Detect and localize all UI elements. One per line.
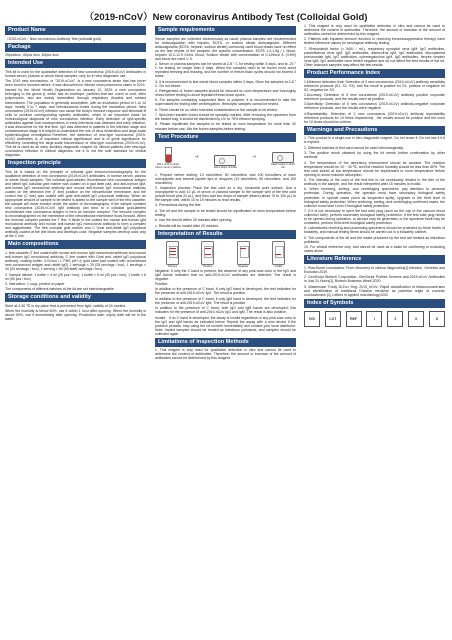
sample-requirements-paragraph: 5. For samples containing suspended fibrin or polymer, it is recommended to take the supernatant for testing after centrifugation. Hemolytic samples cannot be tested. (155, 98, 296, 107)
intended-use-paragraph: Named by the World Health Organization on January 12, 2020; a new coronavirus belonging to the genus β, which has an envelope, particles that are round or oval, often polymorphic, and are mainly transmitted through respiratory droplets and contact transmission. The population is generally susceptible, with an incubation period of 1 to 14 days, mostly 3 to 7 days, and infectiousness exists during the incubation period. New coronavirus (2019-nCoV) infection can cause the body's immune response and stimulate B cells to produce corresponding specific antibodies, which is an important basis for immunological diagnosis of new coronavirus infection. Early detection of IgM-specific antibodies against viral nucleoproteins in early infections was detected and early infection, it was discovered for the first time. IgG was detected in patients in the infection stage and convalescence stage.It is helpful to understand the role of virus elimination and large-scale epidemiological investigation.Therefore, the detection of new-type coronavirus (2019-nCoV) antibodies is of important clinical significance and is of great significance for effectively controlling the large-scale transmission of new-type coronavirus (2019-nCoV). This kit is used as an early auxiliary diagnostic reagent for clinical patients with new-type coronavirus infection in clinical diagnosis, but it is not the sole standard for clinical diagnosis. (5, 88, 146, 158)
limitations-continued-paragraph: 1. This reagent is only used for qualitative detection in vitro and cannot be used to determine the content of antibodies. Therefore, the amount or increase of the amount of antibodies cannot be determined by this reagent. (304, 24, 445, 37)
intended-use-paragraph: The 2019 new coronavirus, or "2019-nCoV", is a new coronavirus strain that has never been found in humans before. It was discovered in Wuhan virus pneumonia cases in 2019. (5, 78, 146, 88)
procedure-step-label: Add 1 drop of whole blood / serum / plasma (155, 162, 181, 169)
literature-paragraph: 2. GenScript Biotech Corporation, GenScript Profiles Screens anti-2019-nCoV Antibodies in Just 24 Hours[J]. Biotech Business Week,2020 (304, 275, 445, 284)
result-strip-label: Invalid (274, 264, 283, 268)
storage-paragraph: When the humidity is below 60%, use it within 1 hour after opening. When the humidity is above 60%, use it immediately after opening. Production date, expiry date will be in the label. (5, 309, 146, 322)
performance-paragraph: 4.Repeatability: Detection of 2 new coronavirus (2019-nCoV) antibody repeatability reference products for 10 times respectively , the results should be positive and the color for 10 times should be uniform. (304, 111, 445, 124)
components-heading: Main compositions (5, 240, 146, 249)
column-left (5, 24, 146, 323)
test-procedure-paragraph: 1. Prepare before testing: 10 microliters, 50 microliters, and 100 microliters of each micropipette and several pipette tips or droppers (10 microliters, 50 microliters, and 100 microliters). (155, 172, 296, 185)
single-use-symbol-icon: 2 (387, 311, 403, 327)
test-procedure-paragraph: c. Results will be invalid after 20 minutes. (155, 223, 219, 228)
test-procedure-heading: Test Procedure (155, 133, 296, 142)
principle-heading: Inspection principle (5, 159, 146, 168)
package-text: 25pcs/box ,40pcs /box ,50pcs /box (5, 53, 59, 58)
info-symbol-icon: i (366, 311, 382, 327)
product-name-heading: Product Name (5, 26, 146, 35)
package-heading: Package (5, 43, 146, 52)
sample-requirements-paragraph: 6. There should be no other microbial contamination in the sample to be tested. (155, 107, 278, 112)
components-paragraph: 1. test cassette (T line coated with mouse anti-human IgM monoclonal antibody and mouse anti-human IgG monoclonal antibody, C line coated with Goat anti- rabbit IgG polyclonal antibody, coating buffer: 0.01mol / L PBS pH7.4; gold label pad coated with recombinant new coronavirus antigen and rabbit IgG) 1 servings × 25 (25 servings / box), 1 servings × 40 (40 servings / box), 1 serving × 50 (50 staff) /servings / box). (5, 250, 146, 272)
interpretation-paragraph: Invalid：If no C band is developed, the assay is invalid regardless of any pink-rose color in the IgG and IgM bands as indicated below. Repeat the assay with a new device if the problem persists. stop using the lot number immediately and contact your local distributor. Note: Invalid samples should be treated as infectious pollutants, and samples should be collected again. (155, 315, 296, 336)
limitations-heading: Limitations of Inspection Methods (155, 338, 296, 347)
result-strip-label: Positive (168, 264, 178, 268)
test-strip-icon (166, 241, 179, 265)
ivd-symbol-icon: IVD (304, 311, 320, 327)
literature-paragraph: 1. Plan:Novel coronavirus: From discovery to clinical diagnostics[J].Infection, Genetics and Evolution,2019 (304, 265, 445, 274)
test-cassette-icon (272, 152, 294, 163)
expiry-symbol-icon: 8 (429, 311, 445, 327)
storage-heading: Storage conditions and validity (5, 293, 146, 302)
warnings-paragraph: 5. The intensity of the color of the test line is not necessarily related to the titer of the antibody in the sample, and the result interpreted after 15 minutes is invalid. (304, 178, 445, 187)
warnings-heading: Warnings and Precautions (304, 126, 445, 135)
page-title: （2019-nCoV）New coronavirus Antibody Test (Colloidal Gold) (84, 12, 368, 23)
warnings-paragraph: 1. This product is a single-use in vitro diagnostic reagent. Do not reuse it. Do not use it if it is expired. (304, 136, 445, 145)
limitations-continued-paragraph: 2. Patients with impaired immune function or receiving immunosuppressive therapy have limited reference values for serological antibody testing. (304, 37, 445, 46)
product-name-text: （2019-nCoV）New coronavirus Antibody Test (colloidal gold) (5, 36, 102, 41)
procedure-figure (155, 144, 296, 170)
intended-use-paragraph: This kit is used for the qualitative detection of new coronavirus (2019-nCoV) antibodies in human serum, plasma or whole blood samples ,only for in vitro diagnostic use. (5, 69, 146, 78)
intended-use-heading: Intended Use (5, 59, 146, 68)
warnings-paragraph: 2. Different batches of test card cannot be used interchangeably. (304, 145, 404, 150)
result-strip-igm-positive (201, 241, 214, 269)
symbols-row (304, 311, 445, 327)
sample-requirements-paragraph: 8. Please equilibrate the samples to be tested at room temperature for more than 30 minutes before use. Mix the frozen samples before testing. (155, 122, 296, 131)
components-paragraph: 3. Instruction: 1 copy, printed on paper (5, 281, 65, 286)
test-strip-icon (237, 241, 250, 265)
procedure-step-read (270, 152, 296, 170)
procedure-step-label: Add 2 drops of buffer (213, 165, 238, 169)
result-strips-figure (155, 241, 296, 267)
components-paragraph: The components of different batches of the kit are not interchangeable. (5, 287, 115, 292)
warnings-paragraph: 8. Laboratories receiving and processing specimens should be protected by three levels of biosafety, and manual testing items should be carried out in a biosafety cabinet. (304, 226, 445, 235)
ref-symbol-icon: REF (346, 311, 362, 327)
test-strip-icon (272, 241, 285, 265)
storage-paragraph: Store at 4-30 ℃ in dry place that is prevented from light, validity of 24 months. (5, 303, 127, 308)
procedure-step-buffer (212, 155, 238, 170)
arrow-right-icon: ➜ (252, 153, 257, 160)
do-not-reuse-symbol-icon: X (408, 311, 424, 327)
limitations-paragraph: 1. This reagent is only used for qualitative detection in vitro and cannot be used to determine the content of antibodies. Therefore, the amount or increase of the amount of antibodies cannot be determined by this reagent. (155, 348, 296, 361)
column-middle (155, 24, 296, 362)
principle-paragraph: This kit is based on the principle of colloidal gold immunochromatography for the qualitative detection of new coronavirus (2019-nCoV) antibodies. in human serum, plasma or whole blood samples. The colloidal gold-labeled recombinant new coronavirus antigen and rabbit IgG colloidal gold marker was coated on a pad label pad, and anti-human IgM, anti-human IgG monoclonal antibody and mouse anti-human IgG monoclonal antibody coated on the detection line (T line) position on the nitrocellulose membrane, and the control line (C line) was coated with goat anti-rabbit IgG polyclonal antibody. When an appropriate amount of sample to be tested is added to the sample well of the test cassette, the sample will move forward under the action of chromatography. If the sample contains new coronavirus (2019-nCoV) IgM antibody can bind to a colloidal gold-labeled recombinant new coronavirus antigen to form an immune complex. The immune complex is chromatographed on the membrane of the nitrocellulose membrane flows forward. When the immune complex passes the T line, it binds to the coated the mouse anti-human IgM monoclonal antibody and mouse anti-human IgG monoclonal antibody to form a complex and agglutinates. The free colloidal gold marker and C Goat anti-rabbit IgG polyclonal antibody coated at the line binds and develops color. Negative samples develop color only at the C line. (5, 169, 146, 239)
result-strip-label: Negative (238, 264, 249, 268)
result-strip-negative (237, 241, 250, 269)
sample-requirements-paragraph: 3. It is recommended to test whole blood samples within 3 days. Store the samples at 2-8 ° C. Do not freeze. (155, 79, 296, 88)
performance-paragraph: 3.Specificity: Detection of 5 new coronavirus (2019-nCoV) antibody-negative corporate reference products, and the results were negative. (304, 102, 445, 111)
warnings-paragraph: 10. For clinical reference only, and cannot be used as a basis for confirming or excluding cases alone. (304, 245, 445, 254)
lot-symbol-icon: LOT (325, 311, 341, 327)
literature-heading: Literature Reference (304, 255, 445, 264)
result-strip-igg-igm-positive (166, 241, 179, 269)
performance-heading: Product Performance Index (304, 69, 445, 78)
test-procedure-paragraph: b. Use the test kit within 30 minutes after opening. (155, 218, 233, 223)
interpretation-paragraph: In addition to the presence of C band, both IgG and IgM bands are developed; this indicates for the presence of anti-2019-nCoV IgG and IgM. The result is also positive. (155, 306, 296, 315)
performance-paragraph: 2.Accuracy: Detection of 5 new coronavirus (2019-nCoV) antibody positive corporate reference products, and the results were all positive. (304, 93, 445, 102)
sample-requirements-heading: Sample requirements (155, 26, 296, 35)
warnings-paragraph: 9. The components of the kit and the waste produced by the test are treated as infectious pollutants. (304, 235, 445, 244)
warnings-paragraph: 4. The temperature of the laboratory environment should be avoided. The reaction temperature should be 10 ~ 30 ℃, and the reaction humidity should be less than 60%. The test card stored at low temperature should be equilibrated to room temperature before opening to avoid moisture absorption. (304, 160, 445, 177)
interpretation-paragraph: Positive: (155, 282, 169, 287)
test-strip-icon (201, 241, 214, 265)
procedure-step-sample (155, 147, 181, 170)
test-procedure-paragraph: 2. Inspection process: Place the test card on a dry, horizontal work surface. Use a micropipette to add 10 μL of serum or plasma sample to the sample well of the test card (whole blood plus 20 μL), and then add two drops of sample diluent (about 70 to 100 μL) to the sample well, within 10 to 15 minutes to read results. (155, 186, 296, 203)
warnings-paragraph: 3. The positive result obtained by using the kit needs further confirmation by other methods. (304, 151, 445, 160)
sample-requirements-paragraph: 4. Refrigerated or frozen samples should be returned to room temperature and thoroughly mixed before testing to avoid repeated freeze-thaw cycles. (155, 88, 296, 97)
result-strip-invalid (272, 241, 285, 269)
test-cassette-icon (214, 155, 236, 166)
sample-requirements-paragraph: 2. Serum or plasma samples can be stored at 2-8 ° C for testing within 5 days, and at -20 ° C for testing for longer than 5 days. When the samples need to be frozen must avoid repeated freezing and thawing, and the number of freeze-thaw cycles should not exceed 3 times. (155, 62, 296, 79)
result-strip-label: Positive (203, 264, 213, 268)
test-procedure-paragraph: a. The kit and the sample to be tested should be equilibrated at room temperature before testing. (155, 208, 296, 217)
arrow-right-icon: ➜ (194, 153, 199, 160)
performance-paragraph: 1.Minimum detection limit: Detection of 3 new coronavirus (2019-nCoV) antibody sensitivity reference products (S1, S2, S3), and the result is positive for S1, positive or negative for S2, negative for S3. (304, 79, 445, 92)
literature-paragraph: 3. Waseenaar Truuly M,Zou Ying. 2019_nCoV: Rapid classification of betacoronaviruses and identification of traditional Chinese medicine as potential origin of zoonotic coronaviruses.[J]. Letters in applied microbiology,2020 (304, 284, 445, 297)
symbols-heading: Index of Symbols (304, 299, 445, 308)
warnings-paragraph: 6. When receiving, sorting, and centrifuging specimens, pay attention to personal protection. During operation, the operator must have secondary biological safety protection. In special cases (such as suspected spills), upgrade to the third level of biological safety protection. When receiving, sorting, and centrifuging confirmed cases, the collector must have Level 3 biological safety protection. (304, 187, 445, 208)
sample-requirements-paragraph: Serum samples are collected intravenously as usual; plasma samples are recommended for anticoagulation with heparin, EDTA, or sodium citrate anticoagulant. Different anticoagulants (EDTA, heparin, sodium citrate) commonly used blood draws have no effect on the test results of the samples. the specific concentration: EDTA 1.4-1.6g / L blood, heparin 10.0-12.5 IU/mL blood, Sodium citrate with concentration of 0.129mol /L (3.8%) and blood are used 1: 9. (155, 36, 296, 61)
sample-requirements-paragraph: 7. Specimen transfer boxes should be specially marked. After removing the specimen from the sealed bag, it should be disinfected by UV or 75% ethanol spraying. (155, 113, 296, 122)
limitations-continued-paragraph: 7. Rheumatoid factor (> 54IU / mL), respiratory syncytial virus IgM, IgG antibodies, parainfluenza virus IgM, IgG antibodies, adenovirus IgM, IgG antibodies, Mycoplasma pneumoniae IgM, IgG antibodies, cytomegalovirus IgM, IgG antibodies, herpes simplex virus IgM, IgG antibodies have tested negative and do not affect the test results of the kit. Other unknown samples may affect the test results. (304, 46, 445, 68)
sample-tube-icon (165, 147, 172, 163)
interpretation-paragraph: In addition to the presence of C band, if only IgG band is developed, the test indicates for the presence of anti-2019-nCoV IgG. The result is positive. (155, 287, 296, 296)
interpretation-paragraph: In addition to the presence of C band, if only IgM band is developed, the test indicates for the presence of anti-2019-nCoV IgM. The result is positive. (155, 296, 296, 305)
interpretation-paragraph: Negative: If only the C band is present, the absence of any pink-rose color in the IgG and IgM bands indicates that no anti-2019-nCoV antibodies are detected. The result is negative. (155, 268, 296, 281)
test-procedure-paragraph: 3. Precautions during the test (155, 203, 201, 208)
procedure-step-label: Read results in 10-15 min (271, 162, 295, 169)
warnings-paragraph: 7. If it is not necessary to open the test tube plug (such as the cap of the vacuum blood collection tube), perform secondary biological safety protection. If the test tube plug needs to be opened during operation, or aerosol may be generated, or the specimen itself may be contacted, perform third-level biological safety protection. (304, 208, 445, 226)
column-right (304, 24, 445, 327)
interpretation-heading: Interpretation of Results (155, 230, 296, 239)
components-paragraph: 2. Sample diluent: 1 bottle × 4 ml (25 pcs / box), 1 bottle × 5 ml (40 pcs / box), 1 bottle × 6 ml (50 pcs / box) (5, 272, 146, 281)
